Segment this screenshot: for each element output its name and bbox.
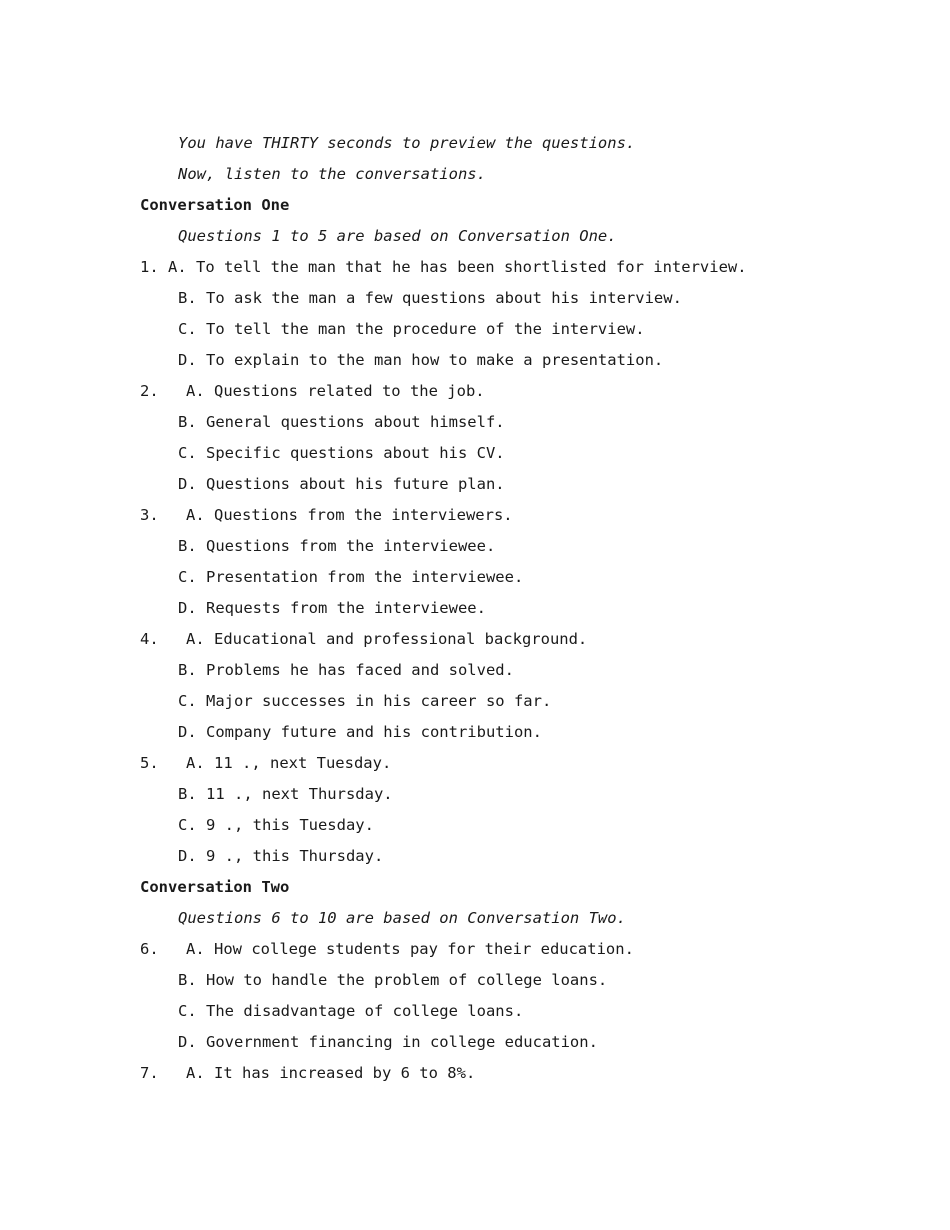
answer-option: D. Questions about his future plan. (178, 475, 505, 493)
answer-option: A. To tell the man that he has been shortlisted for interview. (168, 258, 747, 276)
conversation-two-instruction: Questions 6 to 10 are based on Conversation Two. (178, 909, 626, 927)
conversation-one-heading: Conversation One (140, 196, 290, 214)
answer-option: B. To ask the man a few questions about his interview. (178, 289, 682, 307)
question-number: 1. (140, 258, 159, 276)
question-number: 6. (140, 940, 159, 958)
answer-option: D. Requests from the interviewee. (178, 599, 486, 617)
answer-option: B. General questions about himself. (178, 413, 505, 431)
question-6-option-a-row (140, 934, 900, 965)
answer-option: B. 11 ., next Thursday. (178, 785, 393, 803)
answer-option: A. Educational and professional background. (186, 630, 588, 648)
question-3-option-a-row (140, 500, 900, 531)
preview-instruction: You have THIRTY seconds to preview the questions. (178, 134, 636, 152)
answer-option: A. How college students pay for their education. (186, 940, 634, 958)
answer-option: B. How to handle the problem of college loans. (178, 971, 608, 989)
conversation-one-instruction: Questions 1 to 5 are based on Conversation One. (178, 227, 617, 245)
listening-section (140, 128, 900, 1089)
answer-option: C. 9 ., this Tuesday. (178, 816, 374, 834)
question-number: 3. (140, 506, 159, 524)
question-number: 2. (140, 382, 159, 400)
question-5-option-a-row (140, 748, 900, 779)
answer-option: C. Specific questions about his CV. (178, 444, 505, 462)
question-7-option-a-row (140, 1058, 900, 1089)
answer-option: B. Problems he has faced and solved. (178, 661, 514, 679)
answer-option: B. Questions from the interviewee. (178, 537, 496, 555)
answer-option: D. 9 ., this Thursday. (178, 847, 384, 865)
answer-option: D. Company future and his contribution. (178, 723, 542, 741)
answer-option: C. To tell the man the procedure of the interview. (178, 320, 645, 338)
question-1-option-a-row (140, 252, 900, 283)
answer-option: A. It has increased by 6 to 8%. (186, 1064, 476, 1082)
question-number: 5. (140, 754, 159, 772)
listen-instruction: Now, listen to the conversations. (178, 165, 486, 183)
answer-option: A. Questions related to the job. (186, 382, 485, 400)
answer-option: C. Presentation from the interviewee. (178, 568, 524, 586)
answer-option: D. Government financing in college education. (178, 1033, 598, 1051)
question-2-option-a-row (140, 376, 900, 407)
question-4-option-a-row (140, 624, 900, 655)
conversation-two-heading: Conversation Two (140, 878, 290, 896)
answer-option: A. 11 ., next Tuesday. (186, 754, 392, 772)
answer-option: C. Major successes in his career so far. (178, 692, 552, 710)
answer-option: D. To explain to the man how to make a presentation. (178, 351, 664, 369)
answer-option: A. Questions from the interviewers. (186, 506, 513, 524)
question-number: 7. (140, 1064, 159, 1082)
answer-option: C. The disadvantage of college loans. (178, 1002, 524, 1020)
question-number: 4. (140, 630, 159, 648)
